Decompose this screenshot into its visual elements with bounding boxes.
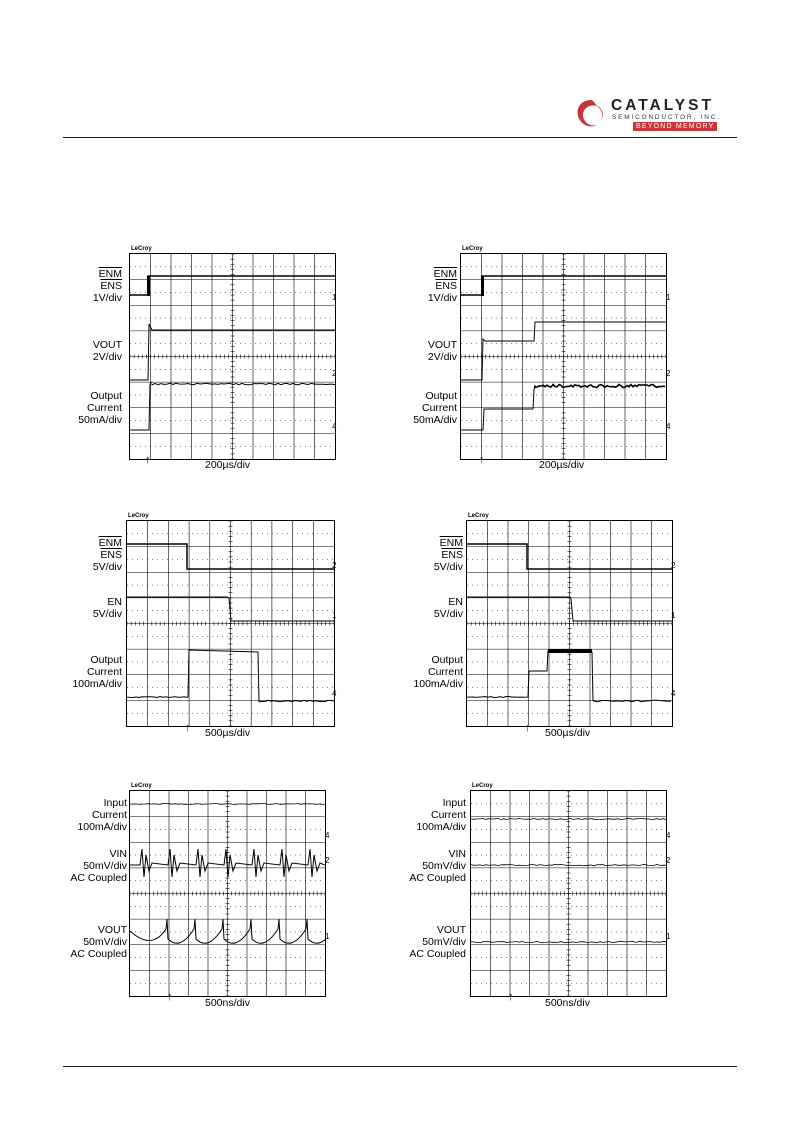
timebase-label: 500µs/div xyxy=(205,727,251,739)
channel-marker: 4 xyxy=(666,831,671,840)
channel-label: Output Current 100mA/div xyxy=(72,654,122,691)
scope-screen xyxy=(467,521,672,726)
timebase-label: 200µs/div xyxy=(539,459,585,471)
scope-screen xyxy=(130,791,325,996)
channel-label: VIN 50mV/div AC Coupled xyxy=(70,848,127,885)
trace xyxy=(130,382,152,430)
trace xyxy=(152,383,335,384)
timebase-label: 500ns/div xyxy=(545,997,590,1009)
scope-trace-d xyxy=(466,513,676,727)
trigger-arrow-icon: ↑ xyxy=(167,991,173,1003)
channel-label: Input Current 100mA/div xyxy=(77,797,127,834)
channel-marker: 2 xyxy=(332,369,337,378)
channel-label: VOUT 2V/div xyxy=(427,339,457,364)
channel-marker: 1 xyxy=(666,932,671,941)
channel-label: VOUT 50mV/div AC Coupled xyxy=(409,924,466,961)
channel-marker: 4 xyxy=(325,831,330,840)
scope-trace-e xyxy=(129,783,326,997)
scope-screen xyxy=(461,254,666,459)
lecroy-logo: LeCroy xyxy=(472,783,493,789)
timebase-label: 200µs/div xyxy=(205,459,251,471)
channel-marker: 4 xyxy=(671,689,676,698)
trigger-arrow-icon: ↑ xyxy=(479,454,485,466)
scope-screen xyxy=(130,254,335,459)
scope-screen xyxy=(127,521,337,726)
trigger-arrow-icon: ↑ xyxy=(185,722,191,734)
lecroy-logo: LeCroy xyxy=(131,783,152,789)
lecroy-logo: LeCroy xyxy=(131,246,152,252)
channel-marker: 2 xyxy=(332,561,337,570)
catalyst-logo xyxy=(573,96,743,132)
scope-screen xyxy=(471,791,666,996)
trace xyxy=(467,651,593,701)
channel-marker: 4 xyxy=(666,422,671,431)
header-rule xyxy=(63,137,737,138)
lecroy-logo: LeCroy xyxy=(468,513,489,519)
trigger-arrow-icon: ↑ xyxy=(508,991,514,1003)
scope-trace-c xyxy=(126,513,335,727)
channel-label: VIN 50mV/div AC Coupled xyxy=(409,848,466,885)
timebase-label: 500µs/div xyxy=(545,727,591,739)
channel-label: VOUT 2V/div xyxy=(92,339,122,364)
channel-label: $\overline{ENM}$ $\overline{ENS}$ 1V/div xyxy=(427,268,457,305)
channel-marker: 1 xyxy=(671,611,676,620)
trigger-arrow-icon: ↑ xyxy=(525,722,531,734)
footer-rule xyxy=(63,1066,737,1067)
channel-label: $\overline{ENM}$ $\overline{ENS}$ 1V/div xyxy=(92,268,122,305)
trigger-arrow-icon: ↑ xyxy=(145,454,151,466)
channel-marker: 2 xyxy=(666,856,671,865)
channel-marker: 1 xyxy=(332,611,337,620)
scope-trace-f xyxy=(470,783,667,997)
lecroy-logo: LeCroy xyxy=(462,246,483,252)
scope-trace-a xyxy=(129,246,336,460)
scope-trace-b xyxy=(460,246,667,460)
channel-marker: 1 xyxy=(325,932,330,941)
lecroy-logo: LeCroy xyxy=(128,513,149,519)
channel-label: EN 5V/div xyxy=(92,596,122,621)
channel-marker: 2 xyxy=(671,561,676,570)
channel-label: Output Current 50mA/div xyxy=(413,390,457,427)
channel-label: VOUT 50mV/div AC Coupled xyxy=(70,924,127,961)
channel-marker: 2 xyxy=(666,369,671,378)
channel-marker: 2 xyxy=(325,856,330,865)
channel-label: Output Current 100mA/div xyxy=(413,654,463,691)
channel-label: EN 5V/div xyxy=(433,596,463,621)
timebase-label: 500ns/div xyxy=(205,997,250,1009)
brand-sub: SEMICONDUCTOR, INC. xyxy=(612,114,721,121)
channel-label: $\overline{ENM}$ $\overline{ENS}$ 5V/div xyxy=(92,537,122,574)
catalyst-swoosh-icon xyxy=(573,96,609,132)
channel-marker: 1 xyxy=(666,293,671,302)
channel-label: Output Current 50mA/div xyxy=(78,390,122,427)
channel-label: Input Current 100mA/div xyxy=(416,797,466,834)
trace xyxy=(127,650,259,701)
brand-tagline: BEYOND MEMORY xyxy=(633,122,717,131)
channel-marker: 4 xyxy=(332,422,337,431)
brand-name: CATALYST xyxy=(611,97,714,114)
channel-marker: 1 xyxy=(332,293,337,302)
channel-label: $\overline{ENM}$ $\overline{ENS}$ 5V/div xyxy=(433,537,463,574)
channel-marker: 4 xyxy=(332,689,337,698)
